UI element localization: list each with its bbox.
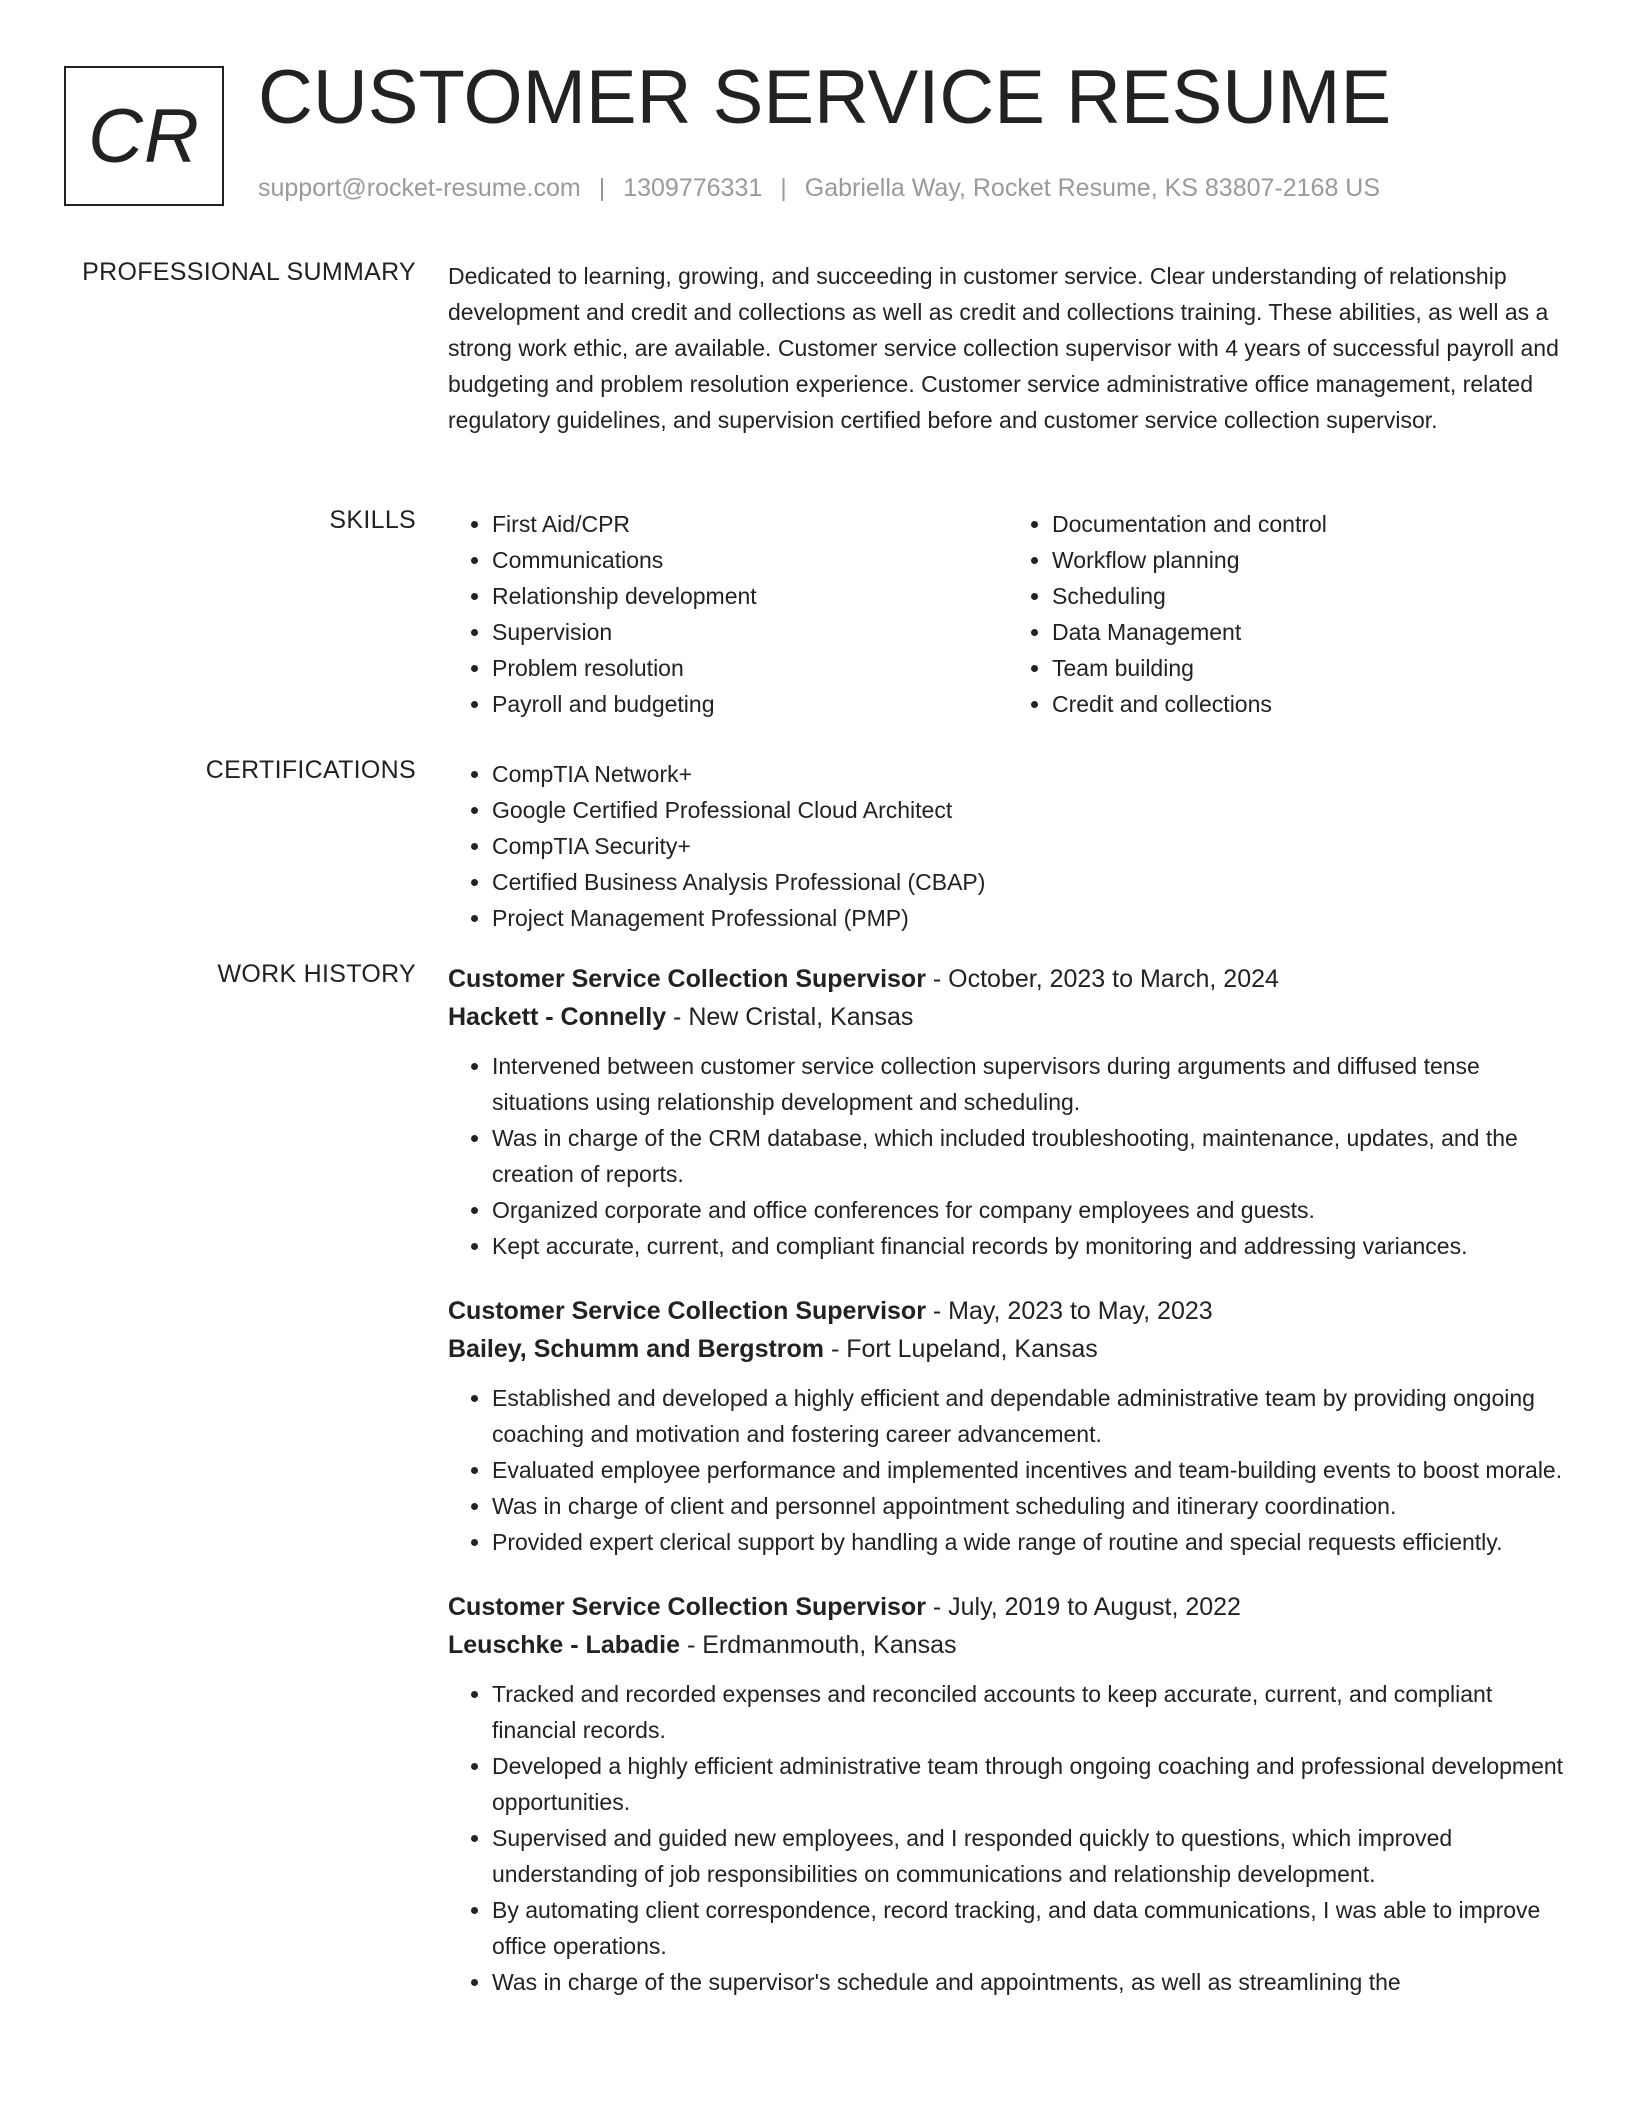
- resume-title: CUSTOMER SERVICE RESUME: [258, 55, 1392, 140]
- contact-separator: |: [598, 174, 606, 202]
- job-company: Leuschke - Labadie: [448, 1631, 681, 1659]
- skill-item: • Problem resolution: [492, 650, 1008, 686]
- certification-item: • CompTIA Security+: [492, 828, 1568, 864]
- monogram-logo: [64, 66, 224, 206]
- job-bullet: • Evaluated employee performance and implemented incentives and team-building events to boost morale.: [492, 1452, 1568, 1488]
- job-bullet: • Tracked and recorded expenses and reconciled accounts to keep accurate, current, and compliant financial records.: [492, 1676, 1568, 1748]
- monogram-text: CR: [88, 93, 200, 179]
- contact-email[interactable]: support@rocket-resume.com: [258, 174, 581, 202]
- certifications-list: [448, 756, 1568, 936]
- job-bullet: • Organized corporate and office conferences for company employees and guests.: [492, 1192, 1568, 1228]
- skill-item: • Data Management: [1052, 614, 1568, 650]
- job-bullets: [448, 1380, 1568, 1560]
- job-title: Customer Service Collection Supervisor: [448, 1593, 926, 1621]
- section-label: WORK HISTORY: [217, 960, 416, 988]
- skill-item: • Credit and collections: [1052, 686, 1568, 722]
- summary-text: Dedicated to learning, growing, and succeeding in customer service. Clear understanding of relationship development and credit and collections as well as credit and collections training. These abilities, as well as a strong work ethic, are available. Customer service collection supervisor with 4 years of successful payroll and budgeting and problem resolution experience. Customer service administrative office management, related regulatory guidelines, and supervision certified before and customer service collection supervisor.: [448, 263, 1559, 433]
- job-title-line: [448, 960, 1568, 998]
- work-history-body: [448, 960, 1568, 2028]
- section-label: PROFESSIONAL SUMMARY: [82, 258, 416, 286]
- job-bullet: • Was in charge of client and personnel appointment scheduling and itinerary coordination.: [492, 1488, 1568, 1524]
- skill-item: • Relationship development: [492, 578, 1008, 614]
- section-label: CERTIFICATIONS: [205, 756, 416, 784]
- job-title: Customer Service Collection Supervisor: [448, 1297, 926, 1325]
- job-title-line: [448, 1588, 1568, 1626]
- job-company-line: [448, 1626, 1568, 1664]
- job-company: Bailey, Schumm and Bergstrom: [448, 1335, 825, 1363]
- job-bullets: [448, 1676, 1568, 2000]
- job-bullet: • Supervised and guided new employees, and I responded quickly to questions, which improved understanding of job responsibilities on communications and relationship development.: [492, 1820, 1568, 1892]
- job-location: - Fort Lupeland, Kansas: [824, 1335, 1098, 1363]
- skill-item: • Workflow planning: [1052, 542, 1568, 578]
- certification-item: • Project Management Professional (PMP): [492, 900, 1568, 936]
- job-location: - New Cristal, Kansas: [666, 1003, 914, 1031]
- skill-item: • First Aid/CPR: [492, 506, 1008, 542]
- skill-item: • Documentation and control: [1052, 506, 1568, 542]
- section-label: SKILLS: [329, 506, 416, 534]
- skill-item: • Team building: [1052, 650, 1568, 686]
- contact-separator: |: [780, 174, 787, 202]
- job-bullet: • Was in charge of the supervisor's schedule and appointments, as well as streamlining the: [492, 1964, 1568, 2000]
- job-bullets: [448, 1048, 1568, 1264]
- skill-item: • Supervision: [492, 614, 1008, 650]
- skill-item: • Communications: [492, 542, 1008, 578]
- job-bullet: • By automating client correspondence, record tracking, and data communications, I was able to improve office operations.: [492, 1892, 1568, 1964]
- job-dates: - July, 2019 to August, 2022: [925, 1593, 1241, 1621]
- job-company: Hackett - Connelly: [448, 1003, 667, 1031]
- job-company-line: [448, 998, 1568, 1036]
- certification-item: • CompTIA Network+: [492, 756, 1568, 792]
- job-bullet: • Was in charge of the CRM database, which included troubleshooting, maintenance, updates, and the creation of reports.: [492, 1120, 1568, 1192]
- job-entry: [448, 1292, 1568, 1560]
- certification-item: • Certified Business Analysis Professional (CBAP): [492, 864, 1568, 900]
- contact-phone[interactable]: 1309776331: [623, 174, 763, 202]
- job-bullet: • Established and developed a highly efficient and dependable administrative team by providing ongoing coaching and motivation and fostering career advancement.: [492, 1380, 1568, 1452]
- skills-columns: [448, 506, 1568, 722]
- job-dates: - May, 2023 to May, 2023: [925, 1297, 1213, 1325]
- job-company-line: [448, 1330, 1568, 1368]
- skill-item: • Payroll and budgeting: [492, 686, 1008, 722]
- job-bullet: • Intervened between customer service collection supervisors during arguments and diffused tense situations using relationship development and scheduling.: [492, 1048, 1568, 1120]
- contact-address: Gabriella Way, Rocket Resume, KS 83807-2168 US: [804, 174, 1381, 202]
- certification-item: • Google Certified Professional Cloud Architect: [492, 792, 1568, 828]
- certifications-body: [448, 756, 1568, 936]
- job-bullet: • Kept accurate, current, and compliant financial records by monitoring and addressing variances.: [492, 1228, 1568, 1264]
- skill-item: • Scheduling: [1052, 578, 1568, 614]
- job-bullet: • Provided expert clerical support by handling a wide range of routine and special requests efficiently.: [492, 1524, 1568, 1560]
- job-title-line: [448, 1292, 1568, 1330]
- job-entry: [448, 1588, 1568, 2000]
- job-location: - Erdmanmouth, Kansas: [680, 1631, 957, 1659]
- job-dates: - October, 2023 to March, 2024: [925, 965, 1279, 993]
- job-bullet: • Developed a highly efficient administrative team through ongoing coaching and professional development opportunities.: [492, 1748, 1568, 1820]
- job-entry: [448, 960, 1568, 1264]
- skills-list-left: [448, 506, 1008, 722]
- skills-list-right: [1008, 506, 1568, 722]
- contact-line: [258, 174, 1380, 203]
- job-title: Customer Service Collection Supervisor: [448, 965, 926, 993]
